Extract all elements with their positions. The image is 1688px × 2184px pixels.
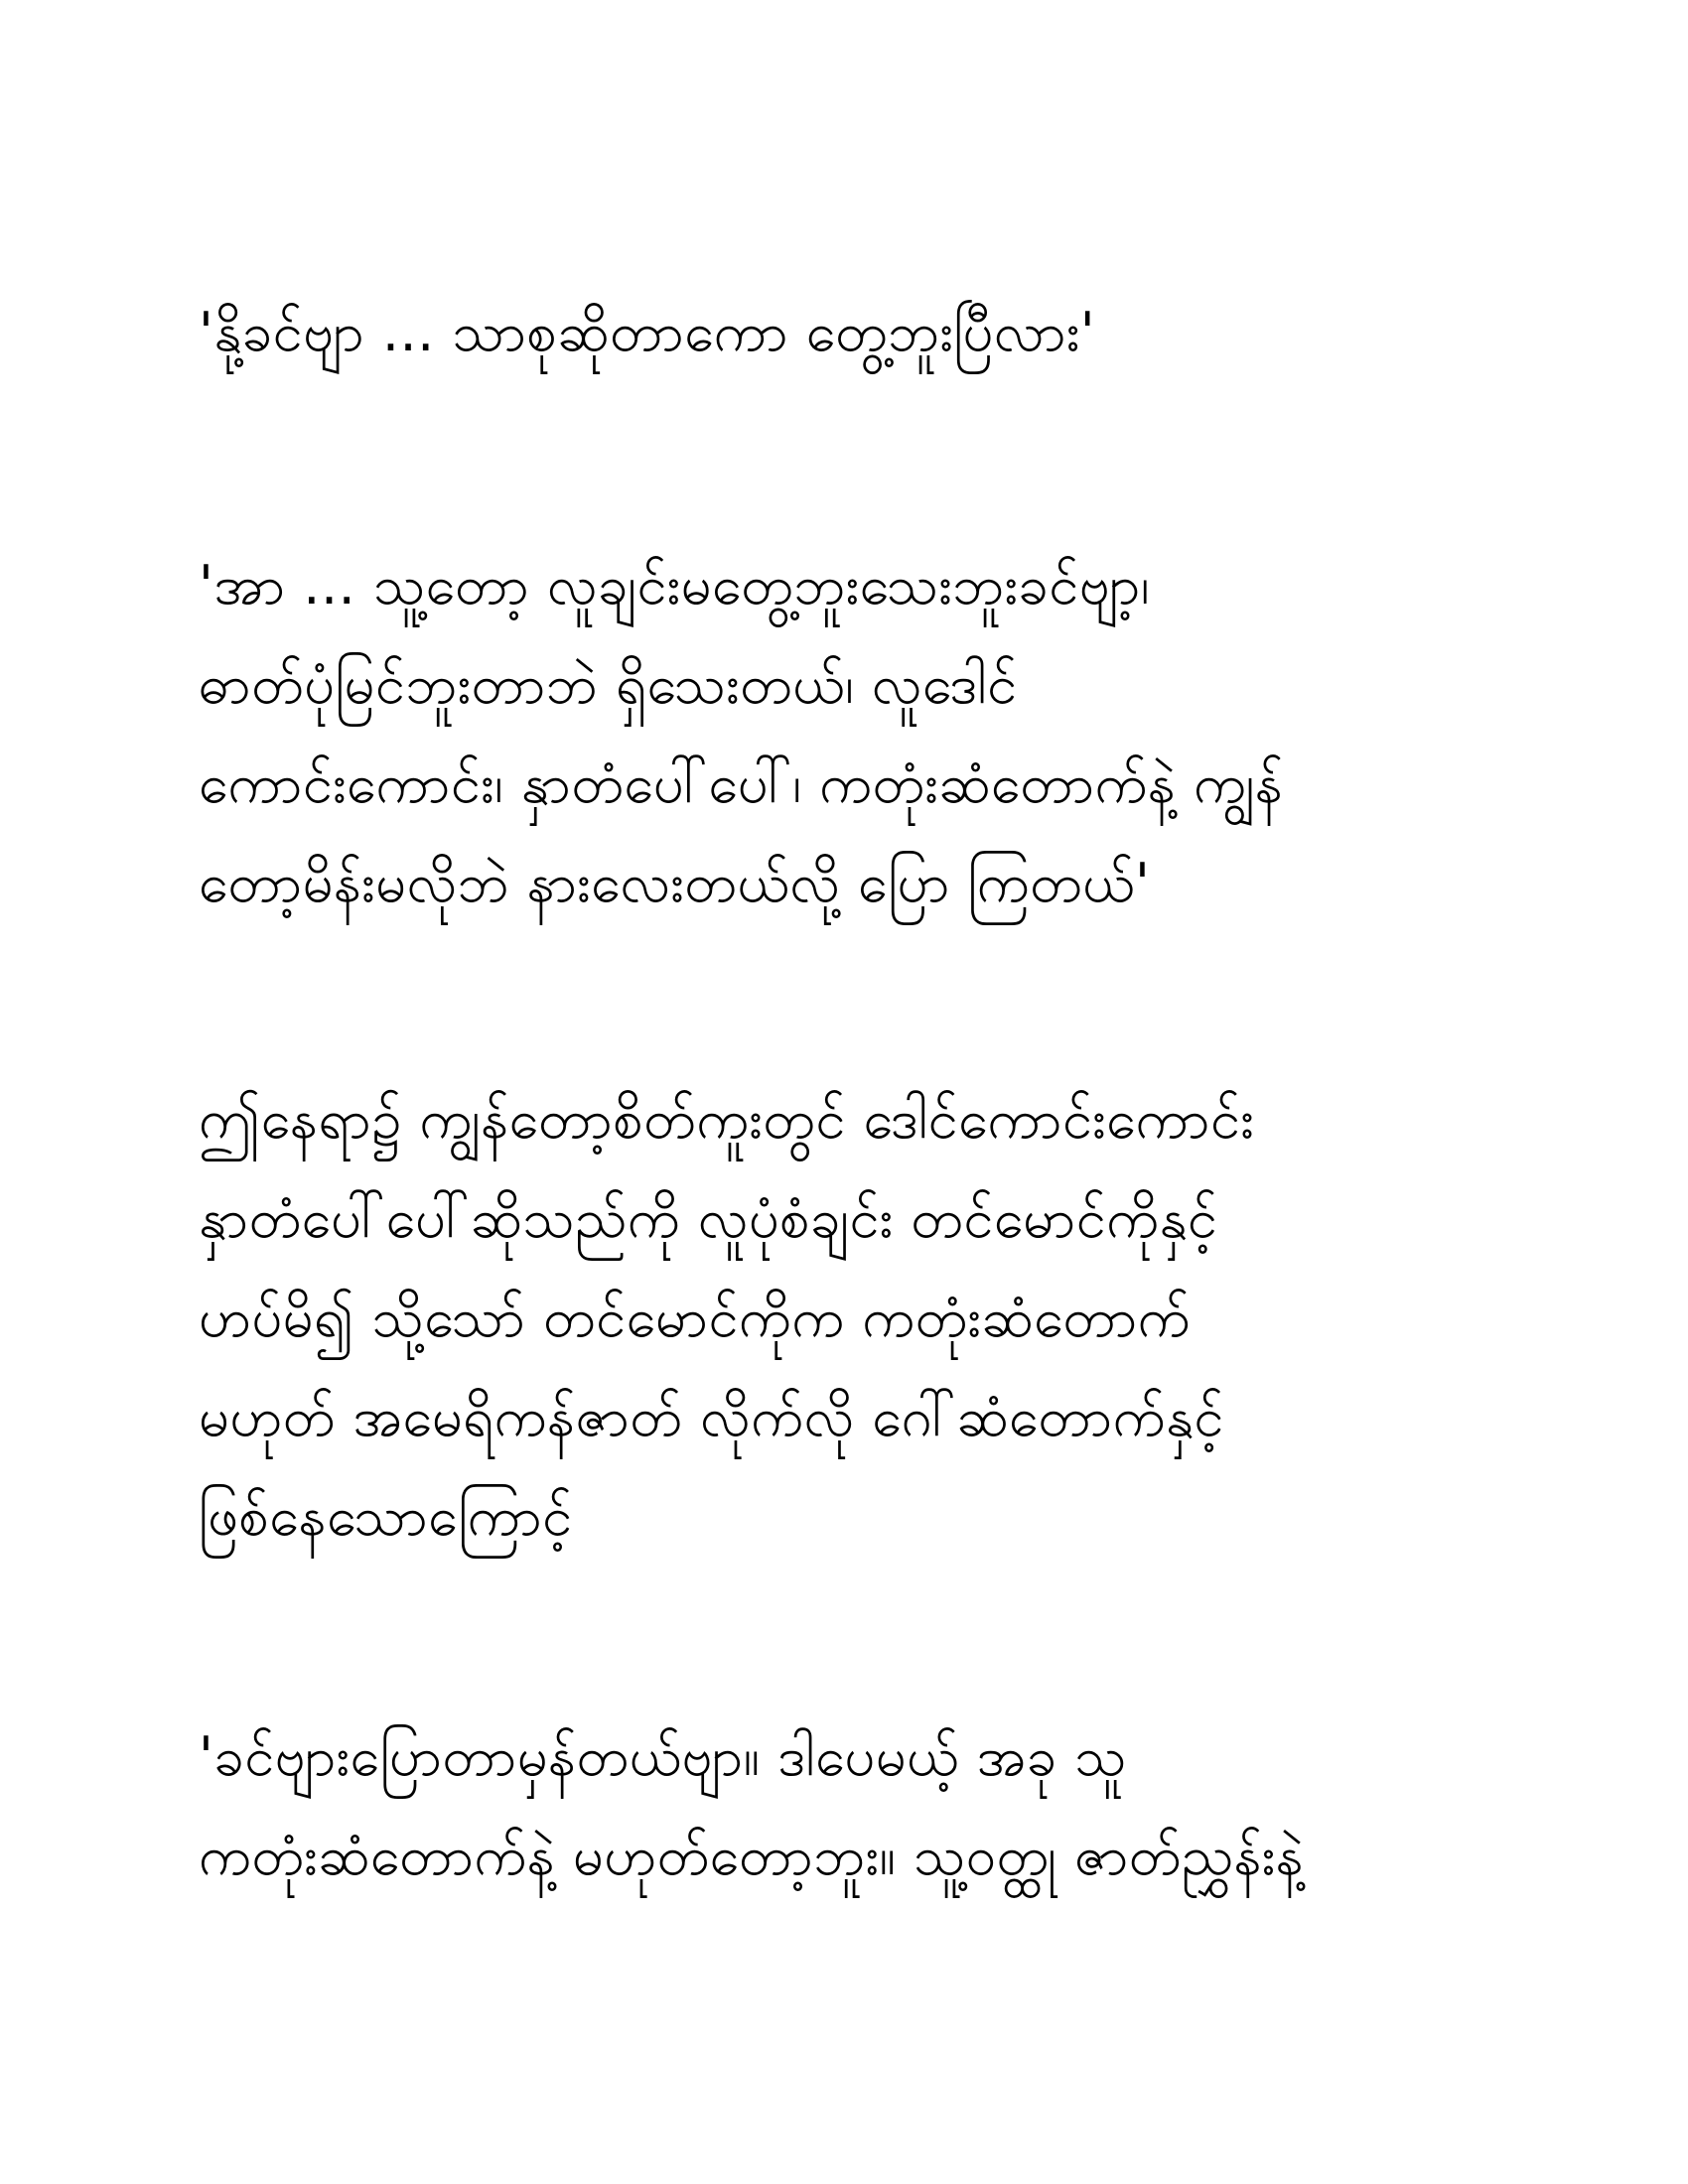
- paragraph-1: [199, 283, 1489, 382]
- paragraph-line: 'နို့ခင်ဗျာ ... သာစုဆိုတာကော တွေ့ဘူးပြီလား': [199, 301, 1096, 363]
- paragraph-line: နှာတံပေါ်ပေါ်ဆိုသည်ကို လူပုံစံချင်း တင်မောင်ကိုနှင့်: [199, 1187, 1218, 1250]
- paragraph-line: ဖြစ်နေသောကြောင့်: [199, 1485, 573, 1548]
- paragraph-2: [199, 536, 1489, 933]
- paragraph-line: မဟုတ် အမေရိကန်ဇာတ် လိုက်လို ဂေါ်ဆံတောက်နှင့်: [199, 1386, 1224, 1448]
- paragraph-line: တော့မိန်းမလိုဘဲ နားလေးတယ်လို့ ပြော ကြတယ်': [199, 852, 1151, 914]
- paragraph-line: ဓာတ်ပုံမြင်ဘူးတာဘဲ ရှိသေးတယ်၊ လူဒေါင်: [199, 653, 1018, 716]
- paragraph-line: ဟပ်မိ၍ သို့သော် တင်မောင်ကိုက ကတုံးဆံတောက်: [199, 1287, 1192, 1349]
- paragraph-line: ကတုံးဆံတောက်နဲ့ မဟုတ်တော့ဘူး။ သူ့ဝတ္ထု ဇာတ်ညွှန်းနဲ့: [199, 1825, 1305, 1887]
- paragraph-line: ဤနေရာ၌ ကျွန်တော့စိတ်ကူးတွင် ဒေါင်ကောင်းကောင်း: [199, 1088, 1255, 1151]
- paragraph-line: ကောင်းကောင်း၊ နှာတံပေါ်ပေါ်၊ ကတုံးဆံတောက်နဲ့ ကျွန်: [199, 752, 1284, 815]
- paragraph-4: [199, 1707, 1489, 1906]
- paragraph-line: 'ခင်ဗျားပြောတာမှန်တယ်ဗျာ။ ဒါပေမယ့် အခု သူ: [199, 1725, 1127, 1788]
- paragraph-3: [199, 1070, 1489, 1567]
- paragraph-line: 'အာ ... သူ့တော့ လူချင်းမတွေ့ဘူးသေးဘူးခင်ဗျာ့၊: [199, 554, 1150, 616]
